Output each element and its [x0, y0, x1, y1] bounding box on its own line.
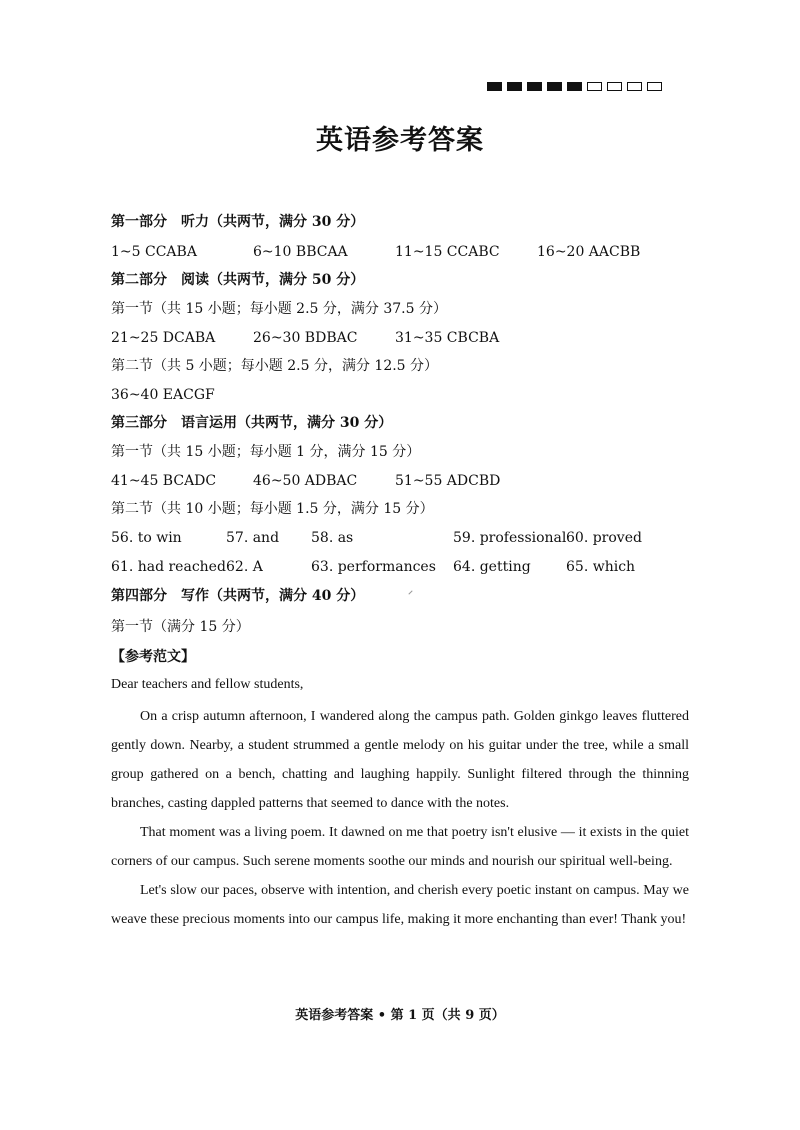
answer-group: 16~20 AACBB: [537, 244, 641, 260]
empty-square-mark: [647, 82, 662, 91]
answer-group: 46~50 ADBAC: [253, 473, 358, 489]
fill-answer: 60. proved: [566, 530, 642, 546]
fill-answer: 61. had reached: [111, 559, 226, 575]
fill-answer: 62. A: [226, 559, 263, 575]
fill-answer: 63. performances: [311, 559, 436, 575]
fill-answer: 65. which: [566, 559, 636, 575]
filled-square-mark: [507, 82, 522, 91]
answer-group: 1~5 CCABA: [111, 244, 197, 260]
essay-paragraph: Let's slow our paces, observe with intention, and cherish every poetic instant on campus. May we weave these precious moments into our campus life, making it more enchanting than ever! Thank you!: [111, 883, 689, 927]
filled-square-mark: [487, 82, 502, 91]
answer-group: 41~45 BCADC: [111, 473, 217, 489]
answer-group: 31~35 CBCBA: [395, 330, 500, 346]
sample-essay: [111, 702, 689, 934]
fill-answer: 64. getting: [453, 559, 531, 575]
answer-group: 11~15 CCABC: [395, 244, 500, 260]
essay-greeting: Dear teachers and fellow students,: [111, 677, 304, 692]
part1-heading: 第一部分 听力（共两节，满分 30 分）: [111, 214, 365, 230]
answer-group: 51~55 ADCBD: [395, 473, 501, 489]
part3-section2-heading: 第二节（共 10 小题；每小题 1.5 分，满分 15 分）: [111, 501, 434, 517]
part3-section1-heading: 第一节（共 15 小题；每小题 1 分，满分 15 分）: [111, 444, 421, 460]
filled-square-mark: [547, 82, 562, 91]
essay-paragraph: On a crisp autumn afternoon, I wandered along the campus path. Golden ginkgo leaves fluttered gently down. Nearby, a student strummed a gentle melody on his guitar under the tree, while a small group gathered on a bench, chatting and laughing happily. Sunlight filtered through the thinning branches, casting dappled patterns that seemed to dance with the notes.: [111, 709, 689, 811]
fill-answer: 56. to win: [111, 530, 182, 546]
scan-speck: [408, 590, 412, 594]
part2-heading: 第二部分 阅读（共两节，满分 50 分）: [111, 272, 365, 288]
fill-answer: 57. and: [226, 530, 280, 546]
part2-section2-heading: 第二节（共 5 小题；每小题 2.5 分，满分 12.5 分）: [111, 358, 439, 374]
empty-square-mark: [627, 82, 642, 91]
part4-heading: 第四部分 写作（共两节，满分 40 分）: [111, 588, 365, 604]
fill-answer: 59. professional: [453, 530, 567, 546]
filled-square-mark: [527, 82, 542, 91]
answer-group: 26~30 BDBAC: [253, 330, 358, 346]
empty-square-mark: [587, 82, 602, 91]
empty-square-mark: [607, 82, 622, 91]
header-marks: [487, 82, 662, 91]
answer-group: 36~40 EACGF: [111, 387, 215, 403]
page-footer: 英语参考答案 • 第 1 页（共 9 页）: [295, 1008, 505, 1023]
fill-answer: 58. as: [311, 530, 354, 546]
page-title: 英语参考答案: [316, 125, 484, 156]
essay-paragraph: That moment was a living poem. It dawned on me that poetry isn't elusive — it exists in the quiet corners of our campus. Such serene moments soothe our minds and nourish our spiritual well-being.: [111, 825, 689, 869]
part4-section1-heading: 第一节（满分 15 分）: [111, 619, 250, 635]
part2-section1-heading: 第一节（共 15 小题；每小题 2.5 分，满分 37.5 分）: [111, 301, 447, 317]
answer-group: 21~25 DCABA: [111, 330, 216, 346]
part3-heading: 第三部分 语言运用（共两节，满分 30 分）: [111, 415, 393, 431]
answer-group: 6~10 BBCAA: [253, 244, 348, 260]
sample-essay-label: 【参考范文】: [111, 649, 195, 665]
filled-square-mark: [567, 82, 582, 91]
